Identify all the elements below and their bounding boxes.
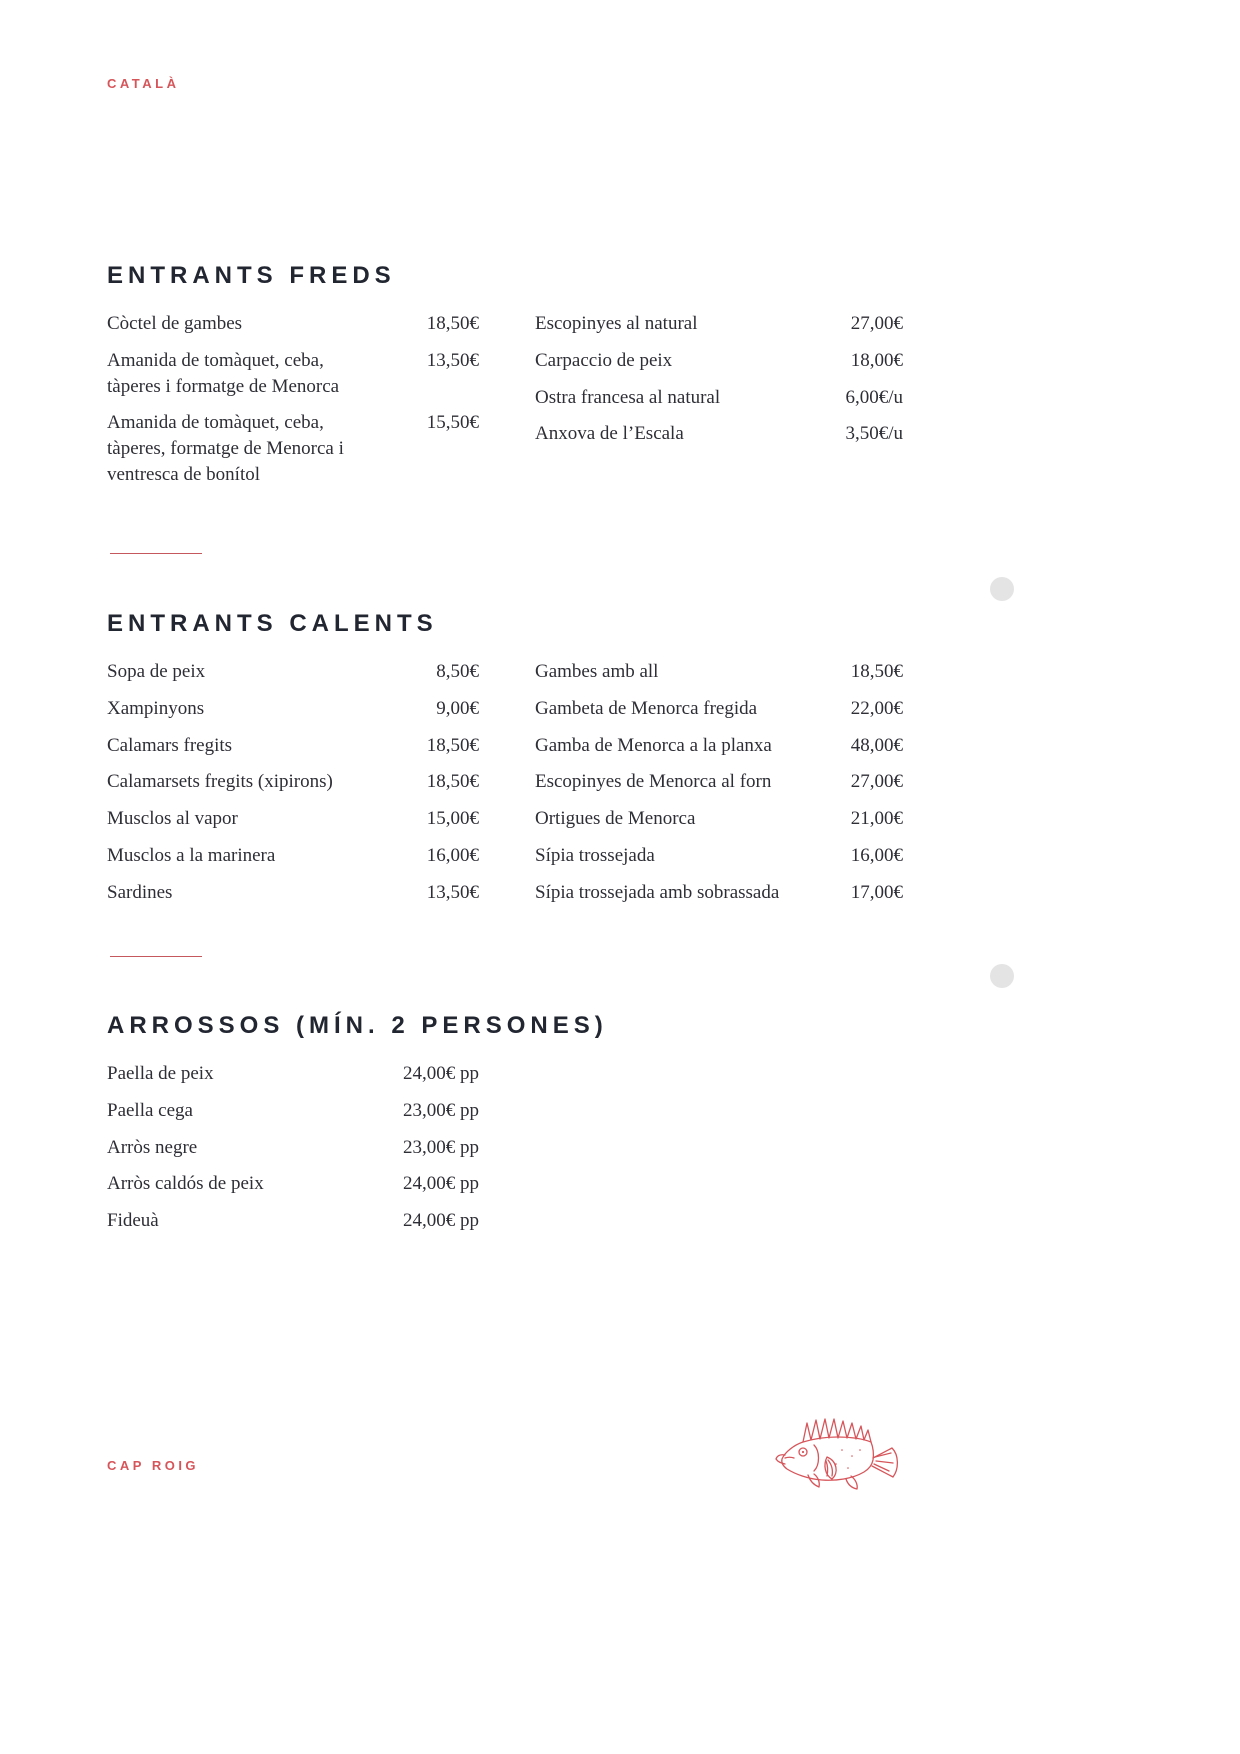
menu-item [535, 733, 903, 759]
dish-name: Paella de peix [107, 1063, 214, 1084]
menu-item [107, 806, 479, 832]
dish-name: Anxova de l’Escala [535, 423, 684, 445]
dish-name: Amanida de tomàquet, ceba, tàperes i formatge de Menorca [107, 349, 340, 397]
dish-name: Gambeta de Menorca fregida [535, 697, 758, 719]
dish-name: Musclos a la marinera [107, 845, 276, 867]
menu-item [107, 1061, 479, 1087]
menu-item [107, 696, 479, 722]
dish-price: 24,00€ pp [403, 1063, 479, 1084]
dish-name: Ortigues de Menorca [535, 808, 696, 830]
dish-name: Sípia trossejada amb sobrassada [535, 881, 780, 903]
menu-item [107, 348, 479, 400]
menu-item [107, 410, 479, 487]
dish-name: Paella cega [107, 1099, 193, 1121]
page-dot [990, 964, 1014, 988]
dish-price: 6,00€/u [845, 386, 903, 408]
menu-item [107, 1171, 479, 1197]
dish-price: 48,00€ [850, 734, 903, 756]
menu-item [107, 1208, 479, 1234]
dish-price: 23,00€ pp [403, 1099, 479, 1121]
dish-price: 8,50€ [436, 661, 479, 682]
dish-price: 27,00€ [850, 313, 903, 334]
section-arrossos [107, 1012, 903, 1245]
dish-price: 9,00€ [436, 697, 479, 719]
dish-price: 22,00€ [850, 697, 903, 719]
fish-icon [772, 1408, 910, 1511]
menu-item [107, 733, 479, 759]
dish-name: Sípia trossejada [535, 845, 655, 867]
menu-item [535, 806, 903, 832]
dish-name: Musclos al vapor [107, 808, 238, 830]
dish-price: 24,00€ pp [403, 1173, 479, 1195]
dish-name: Escopinyes al natural [535, 313, 698, 334]
dish-name: Arròs negre [107, 1136, 198, 1158]
section-title: ENTRANTS CALENTS [107, 610, 438, 637]
dish-price: 13,50€ [426, 881, 479, 903]
menu-item [535, 696, 903, 722]
dish-name: Xampinyons [107, 697, 205, 719]
dish-price: 18,50€ [850, 661, 903, 682]
menu-item [535, 769, 903, 795]
dish-price: 18,50€ [426, 771, 479, 793]
menu-item [107, 769, 479, 795]
dish-price: 18,50€ [426, 313, 479, 334]
menu-item [535, 311, 903, 337]
section-entrants-calents [107, 610, 903, 917]
dish-price: 16,00€ [426, 845, 479, 867]
restaurant-name-label: CAP ROIG [107, 1458, 200, 1473]
section-title: ENTRANTS FREDS [107, 262, 396, 289]
dish-name: Sardines [107, 881, 173, 903]
dish-name: Sopa de peix [107, 661, 206, 682]
menu-item [107, 1098, 479, 1124]
dish-price: 15,50€ [426, 412, 479, 434]
dish-name: Gamba de Menorca a la planxa [535, 734, 772, 756]
dish-name: Fideuà [107, 1210, 159, 1232]
dish-price: 15,00€ [426, 808, 479, 830]
menu-item [535, 880, 903, 906]
menu-column [107, 659, 479, 917]
menu-item [535, 843, 903, 869]
dish-name: Calamars fregits [107, 734, 233, 756]
dish-name: Escopinyes de Menorca al forn [535, 771, 772, 793]
dish-name: Còctel de gambes [107, 313, 243, 334]
dish-price: 21,00€ [850, 808, 903, 830]
dish-price: 17,00€ [850, 881, 903, 903]
section-entrants-freds [107, 262, 903, 499]
dish-price: 13,50€ [426, 349, 479, 371]
menu-item [535, 385, 903, 411]
menu-column [107, 1061, 479, 1245]
dish-price: 27,00€ [850, 771, 903, 793]
dish-name: Gambes amb all [535, 661, 659, 682]
language-label: CATALÀ [107, 76, 180, 91]
menu-item [107, 311, 479, 337]
dish-name: Amanida de tomàquet, ceba, tàperes, formatge de Menorca i ventresca de bonítol [107, 412, 344, 486]
menu-item [107, 1135, 479, 1161]
page-dot [990, 577, 1014, 601]
dish-name: Calamarsets fregits (xipirons) [107, 771, 333, 793]
menu-column [535, 659, 903, 917]
dish-name: Carpaccio de peix [535, 349, 673, 371]
dish-price: 3,50€/u [845, 423, 903, 445]
section-title: ARROSSOS (MÍN. 2 PERSONES) [107, 1012, 608, 1039]
dish-price: 18,00€ [850, 349, 903, 371]
menu-item [107, 659, 479, 685]
menu-column [107, 311, 479, 499]
menu-column [535, 311, 903, 499]
menu-item [535, 421, 903, 447]
dish-name: Ostra francesa al natural [535, 386, 721, 408]
dish-price: 23,00€ pp [403, 1136, 479, 1158]
dish-price: 18,50€ [426, 734, 479, 756]
menu-item [535, 659, 903, 685]
menu-item [535, 348, 903, 374]
dish-price: 16,00€ [850, 845, 903, 867]
menu-item [107, 843, 479, 869]
dish-price: 24,00€ pp [403, 1210, 479, 1232]
section-divider [110, 553, 202, 554]
section-divider [110, 956, 202, 957]
menu-item [107, 880, 479, 906]
dish-name: Arròs caldós de peix [107, 1173, 264, 1195]
